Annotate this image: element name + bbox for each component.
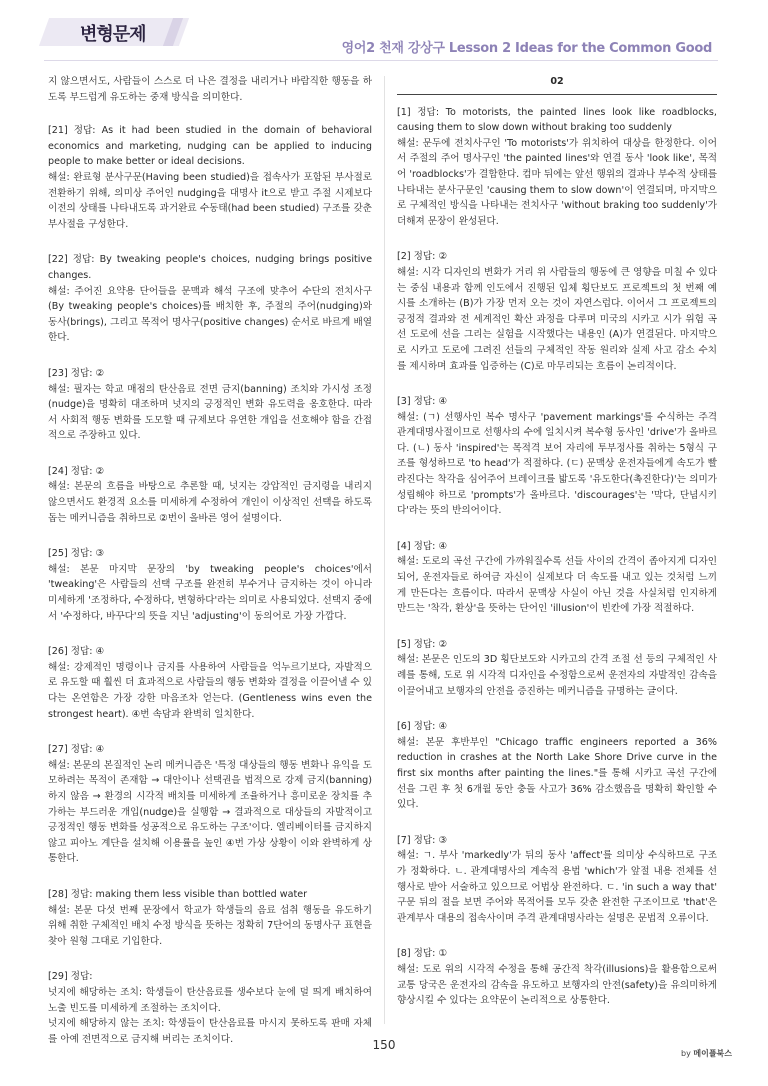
answer-line: [23] 정답: ② [48,367,105,379]
answer-line: [2] 정답: ② [397,251,448,263]
explanation: 해설: 도로의 곡선 구간에 가까워질수록 선들 사이의 간격이 좁아지게 디자인되어, 운전자들로 하여금 자신이 실제보다 더 속도를 내고 있는 것처럼 느끼게 만든다는 흐름이다. 따라서 문맥상 사실이 아닌 것을 사실처럼 인지하게 만드는 '착각, 환상'을 뜻하는 단어인 'illusion'이 빈칸에 가장 적절하다. [397,556,717,615]
explanation: 해설: 본문 다섯 번째 문장에서 학교가 학생들의 음료 섭취 행동을 유도하기 위해 취한 구체적인 배치 수정 방식을 뜻하는 정확히 7단어의 동명사구 표현을 찾아 원형 그대로 기입한다. [48,904,372,947]
answer-line: [27] 정답: ④ [48,744,105,756]
left-answer-list [48,123,372,1047]
answer-line: [7] 정답: ③ [397,834,448,846]
header-title: 영어2 천재 강상구 Lesson 2 Ideas for the Common Good [341,41,712,56]
explanation: 해설: 필자는 학교 매점의 탄산음료 전면 금지(banning) 조치와 가시성 조정(nudge)을 명확히 대조하며 넛지의 긍정적인 변화 유도력을 옹호한다. 따라서 사회적 행동 변화를 도모할 때 규제보다 유연한 개입을 선호해야 함을 간접적으로 주장하고 있다. [48,383,372,442]
answer-item [397,946,717,1008]
answer-line: [24] 정답: ② [48,465,105,477]
explanation: 해설: 본문의 본질적인 논리 메커니즘은 '특정 대상들의 행동 변화나 유익을 도모하려는 목적이 존재함 → 대안이나 선택권을 법적으로 강제 금지(banning)하지 않음 → 환경의 시각적 배치를 미세하게 조율하거나 흥미로운 장치를 추가하는 부드러운 개입(nudge)을 실행함 → 결과적으로 대상들의 자발적이고 긍정적인 행동 변화를 성공적으로 유도하는 구조'이다. 엘리베이터를 금지하지 않고 피아노 계단을 설치해 이용률을 높인 ④번 가상 상황이 이와 완벽하게 상통한다. [48,759,372,865]
answer-item [397,249,717,374]
answer-line: [22] 정답: By tweaking people's choices, nudging brings positive changes. [48,254,372,281]
header-rule [44,60,718,61]
answer-line: [26] 정답: ④ [48,646,105,658]
right-column [397,74,717,1029]
explanation: 해설: 본문의 흐름을 바탕으로 추론할 때, 넛지는 강압적인 금지령을 내리지 않으면서도 환경적 요소를 미세하게 수정하여 개인이 이상적인 선택을 하도록 돕는 메커니즘을 취하므로 ②번이 올바른 영어 설명이다. [48,481,372,524]
intro-text: 지 않으면서도, 사람들이 스스로 더 나은 결정을 내리거나 바람직한 행동을 하도록 부드럽게 유도하는 중재 방식을 의미한다. [48,76,372,103]
answer-item [397,105,717,230]
explanation: 해설: 주어진 요약용 단어들을 문맥과 해석 구조에 맞추어 수단의 전치사구(By tweaking people's choices)를 배치한 후, 주절의 주어(nudging)와 동사(brings), 그리고 목적어 명사구(positive changes) 순서로 바르게 배열한다. [48,285,372,344]
answer-item [48,644,372,722]
explanation: 해설: 강제적인 명령이나 금지를 사용하여 사람들을 억누르기보다, 자발적으로 유도할 때 훨씬 더 효과적으로 사람들의 행동 변화와 결정을 이끌어낼 수 있다는 온연함은 가장 강한 마음조차 얻는다. (Gentleness wins even the strongest heart). ④번 속담과 완벽히 일치한다. [48,661,372,720]
answer-line: [21] 정답: As it had been studied in the domain of behavioral economics and marketing, nudging can be applied to inducing people to make better or ideal decisions. [48,125,372,168]
brand-name: 메이플북스 [693,1049,732,1058]
right-answer-list [397,105,717,1009]
explanation: 해설: 본문 후반부인 "Chicago traffic engineers reported a 36% reduction in crashes at the North Lake Shore Drive curve in the first six months after painting the lines."를 통해 시카고 곡선 구간에 선을 그린 후 첫 6개월 동안 충돌 사고가 36% 감소했음을 명확히 확인할 수 있다. [397,736,717,811]
explanation: 해설: 본문은 인도의 3D 횡단보도와 시카고의 간격 조절 선 등의 구체적인 사례를 통해, 도로 위 시각적 디자인을 수정함으로써 운전자의 자발적인 감속을 이끌어내고 보행자의 안전을 증진하는 메커니즘을 규명하는 글이다. [397,654,717,697]
explanation: 해설: 본문 마지막 문장의 'by tweaking people's choices'에서 'tweaking'은 사람들의 선택 구조를 완전히 부수거나 금지하는 것이 아니라 미세하게 '조정하다, 수정하다, 변형하다'라는 의미로 사용되었다. 선택지 중에서 '수정하다, 바꾸다'의 뜻을 지닌 'adjusting'이 동의어로 가장 가깝다. [48,563,372,622]
answer-item [48,742,372,867]
section-number: 02 [550,76,564,87]
answer-line: [6] 정답: ④ [397,721,448,733]
answer-item [48,123,372,232]
answer-line: [3] 정답: ④ [397,396,448,408]
header-tag: 변형문제 [80,24,146,45]
explanation: 해설: 완료형 분사구문(Having been studied)을 접속사가 포함된 부사절로 전환하기 위해, 의미상 주어인 nudging을 대명사 it으로 받고 주절 시제보다 이전의 상태를 나타내도록 과거완료 수동태(had been studied) 구조를 갖춘 부사절을 구성한다. [48,171,372,230]
explanation: 넛지에 해당하는 조치: 학생들이 탄산음료를 생수보다 눈에 덜 띄게 배치하여 노출 빈도를 미세하게 조절하는 조치이다. 넛지에 해당하지 않는 조치: 학생들이 탄산음료를 마시지 못하도록 판매 자체를 아예 전면적으로 금지해 버리는 조치이다. [48,986,372,1045]
answer-item [397,394,717,519]
answer-line: [5] 정답: ② [397,638,448,650]
answer-item [397,637,717,699]
explanation: 해설: 도로 위의 시각적 수정을 통해 공간적 착각(illusions)을 활용함으로써 교통 당국은 운전자의 감속을 유도하고 보행자의 안전(safety)을 유의미하게 향상시킬 수 있다는 요약문이 논리적으로 상통한다. [397,963,717,1007]
publisher-brand [681,1048,732,1059]
answer-item [397,719,717,813]
page-header [0,0,768,64]
left-column [48,74,372,1067]
answer-line: [28] 정답: making them less visible than bottled water [48,888,308,900]
explanation: 해설: 문두에 전치사구인 'To motorists'가 위치하여 대상을 한정한다. 이어서 주절의 주어 명사구인 'the painted lines'와 연결 동사 'look like', 목적어 'roadblocks'가 결합한다. 컴마 뒤에는 앞선 행위의 결과나 부수적 상태를 나타내는 분사구문인 'causing them to slow down'이 연결되며, 마지막으로 구체적인 방식을 나타내는 전치사구 'without braking too suddenly'가 더해져 문장이 완성된다. [397,137,717,227]
answer-item [397,833,717,927]
section-rule [397,94,717,95]
explanation: 해설: ㄱ. 부사 'markedly'가 뒤의 동사 'affect'를 의미상 수식하므로 구조가 정확하다. ㄴ. 관계대명사의 계속적 용법 'which'가 앞절 내용 전체를 선행사로 받아 서술하고 있으므로 어법상 완전하다. ㄷ. 'in such a way that' 구문 뒤의 절을 보면 주어와 목적어를 모두 갖춘 완전한 구조이므로 'that'은 관계부사 대용의 접속사이며 주격 관계대명사라는 설명은 문법적 오류이다. [397,850,717,924]
answer-item [48,252,372,346]
explanation: 해설: (ㄱ) 선행사인 복수 명사구 'pavement markings'를 수식하는 주격 관계대명사절이므로 선행사의 수에 일치시켜 복수형 동사인 'drive'가 올바르다. (ㄴ) 동사 'inspired'는 목적격 보어 자리에 투부정사를 취하는 5형식 구조를 형성하므로 'to head'가 적절하다. (ㄷ) 문맥상 운전자들에게 속도가 빨라진다는 착각을 심어주어 브레이크를 밟도록 '유도한다(촉진한다)'는 의미가 성립해야 하므로 'prompts'가 올바르다. 'discourages'는 '막다, 단념시키다'라는 뜻의 반의어이다. [397,411,717,517]
column-divider [384,76,385,1024]
answer-item [48,887,372,949]
answer-item [48,969,372,1047]
answer-line: [8] 정답: ① [397,948,448,960]
answer-line: [29] 정답: [48,971,93,983]
answer-line: [4] 정답: ④ [397,540,448,552]
brand-by: by [681,1049,691,1058]
answer-item [48,366,372,444]
explanation: 해설: 시각 디자인의 변화가 거리 위 사람들의 행동에 큰 영향을 미칠 수 있다는 중심 내용과 함께 인도에서 진행된 입체 횡단보도 프로젝트의 첫 번째 예시를 소개하는 (B)가 가장 먼저 오는 것이 자연스럽다. 이어서 그 프로젝트의 긍정적 결과와 전 세계적인 확산 과정을 다루며 미국의 시카고 시가 위험 곡선 도로에 선을 그리는 실험을 시작했다는 내용인 (A)가 연결된다. 마지막으로 시카고 도로에 그려진 선들의 구체적인 작동 원리와 실제 사고 감소 수치를 제시하며 효과를 입증하는 (C)로 마무리되는 흐름이 논리적이다. [397,266,717,372]
answer-item [397,539,717,617]
answer-item [48,546,372,624]
answer-line: [1] 정답: To motorists, the painted lines look like roadblocks, causing them to slow down without braking too suddenly [397,106,717,134]
page-number: 150 [372,1038,396,1052]
answer-item [48,464,372,526]
answer-line: [25] 정답: ③ [48,548,105,560]
